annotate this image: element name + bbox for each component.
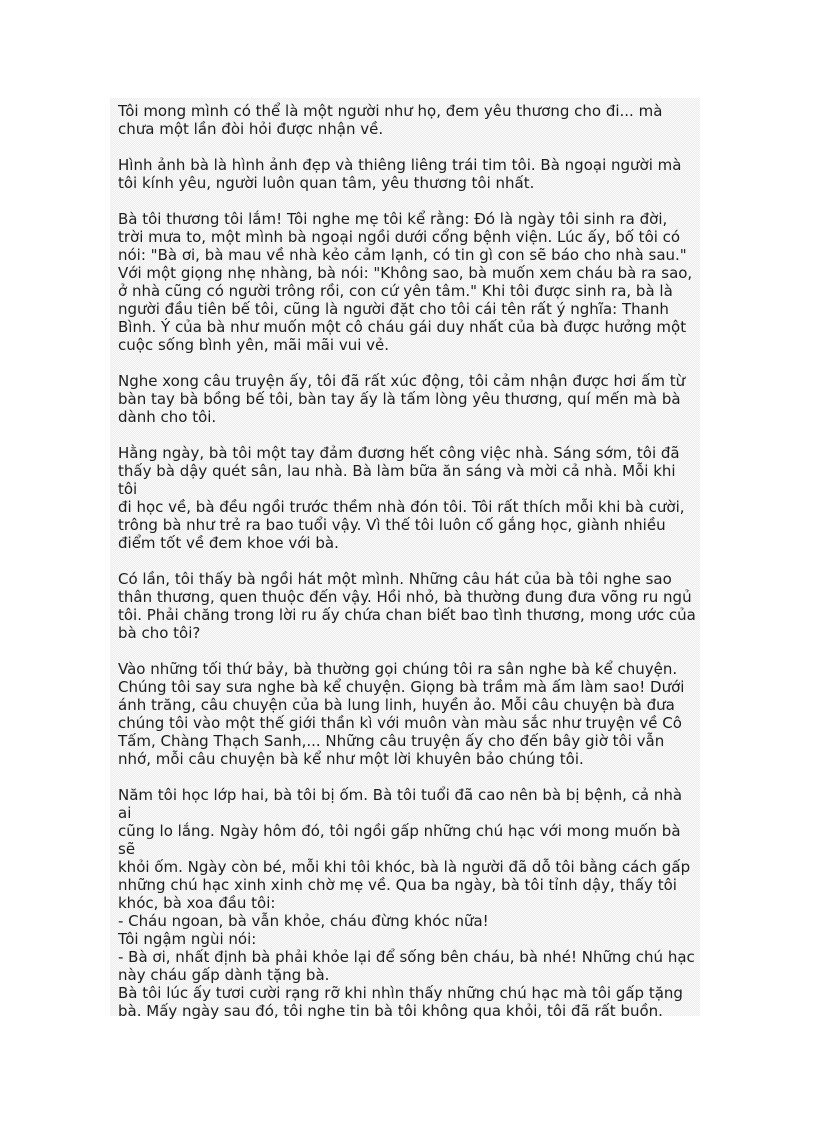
paragraph-3: Bà tôi thương tôi lắm! Tôi nghe mẹ tôi kể rằng: Đó là ngày tôi sinh ra đời, trời mưa to, một mình bà ngoại ngồi dưới cổng bệnh viện. Lúc ấy, bố tôi có nói: "Bà ơi, bà mau về nhà kẻo cảm lạnh, có tin gì con sẽ báo cho nhà sau." Với một giọng nhẹ nhàng, bà nói: "Không sao, bà muốn xem cháu bà ra sao, ở nhà cũng có người trông rồi, con cứ yên tâm." Khi tôi được sinh ra, bà là người đầu tiên bế tôi, cũng là người đặt cho tôi cái tên rất ý nghĩa: Thanh Bình. Ý của bà như muốn một cô cháu gái duy nhất của bà được hưởng một cuộc sống bình yên, mãi mãi vui vẻ. bbox=[118, 210, 693, 354]
paragraph-7: Vào những tối thứ bảy, bà thường gọi chúng tôi ra sân nghe bà kể chuyện. Chúng tôi say sưa nghe bà kể chuyện. Giọng bà trầm mà ấm làm sao! Dưới ánh trăng, câu chuyện của bà lung linh, huyền ảo. Mỗi câu chuyện bà đưa chúng tôi vào một thế giới thần kì với muôn vàn màu sắc như truyện về Cô Tấm, Chàng Thạch Sanh,... Những câu truyện ấy cho đến bây giờ tôi vẫn nhớ, mỗi câu chuyện bà kể như một lời khuyên bảo chúng tôi. bbox=[118, 660, 685, 768]
paragraph-8: Năm tôi học lớp hai, bà tôi bị ốm. Bà tôi tuổi đã cao nên bà bị bệnh, cả nhà ai cũng lo lắng. Ngày hôm đó, tôi ngồi gấp những chú hạc với mong muốn bà sẽ khỏi ốm. Ngày còn bé, mỗi khi tôi khóc, bà là người đã dỗ tôi bằng cách gấp những chú hạc xinh xinh chờ mẹ về. Qua ba ngày, bà tôi tỉnh dậy, thấy tôi khóc, bà xoa đầu tôi: - Cháu ngoan, bà vẫn khỏe, cháu đừng khóc nữa! Tôi ngậm ngùi nói: - Bà ơi, nhất định bà phải khỏe lại để sống bên cháu, bà nhé! Những chú hạc này cháu gấp dành tặng bà. Bà tôi lúc ấy tươi cười rạng rỡ khi nhìn thấy những chú hạc mà tôi gấp tặng bà. Mấy ngày sau đó, tôi nghe tin bà tôi không qua khỏi, tôi đã rất buồn. bbox=[118, 786, 695, 1020]
paragraph-1: Tôi mong mình có thể là một người như họ, đem yêu thương cho đi... mà chưa một lần đòi hỏi được nhận về. bbox=[118, 102, 663, 138]
document-body bbox=[110, 98, 700, 1020]
paragraph-5: Hằng ngày, bà tôi một tay đảm đương hết công việc nhà. Sáng sớm, tôi đã thấy bà dậy quét sân, lau nhà. Bà làm bữa ăn sáng và mời cả nhà. Mỗi khi tôi đi học về, bà đều ngồi trước thềm nhà đón tôi. Tôi rất thích mỗi khi bà cười, trông bà như trẻ ra bao tuổi vậy. Vì thế tôi luôn cố gắng học, giành nhiều điểm tốt về đem khoe với bà. bbox=[118, 444, 685, 552]
paragraph-6: Có lần, tôi thấy bà ngồi hát một mình. Những câu hát của bà tôi nghe sao thân thương, quen thuộc đến vậy. Hồi nhỏ, bà thường đung đưa võng ru ngủ tôi. Phải chăng trong lời ru ấy chứa chan biết bao tình thương, mong ước của bà cho tôi? bbox=[118, 570, 696, 642]
paragraph-2: Hình ảnh bà là hình ảnh đẹp và thiêng liêng trái tim tôi. Bà ngoại người mà tôi kính yêu, người luôn quan tâm, yêu thương tôi nhất. bbox=[118, 156, 682, 192]
paragraph-4: Nghe xong câu truyện ấy, tôi đã rất xúc động, tôi cảm nhận được hơi ấm từ bàn tay bà bồng bế tôi, bàn tay ấy là tấm lòng yêu thương, quí mến mà bà dành cho tôi. bbox=[118, 372, 686, 426]
